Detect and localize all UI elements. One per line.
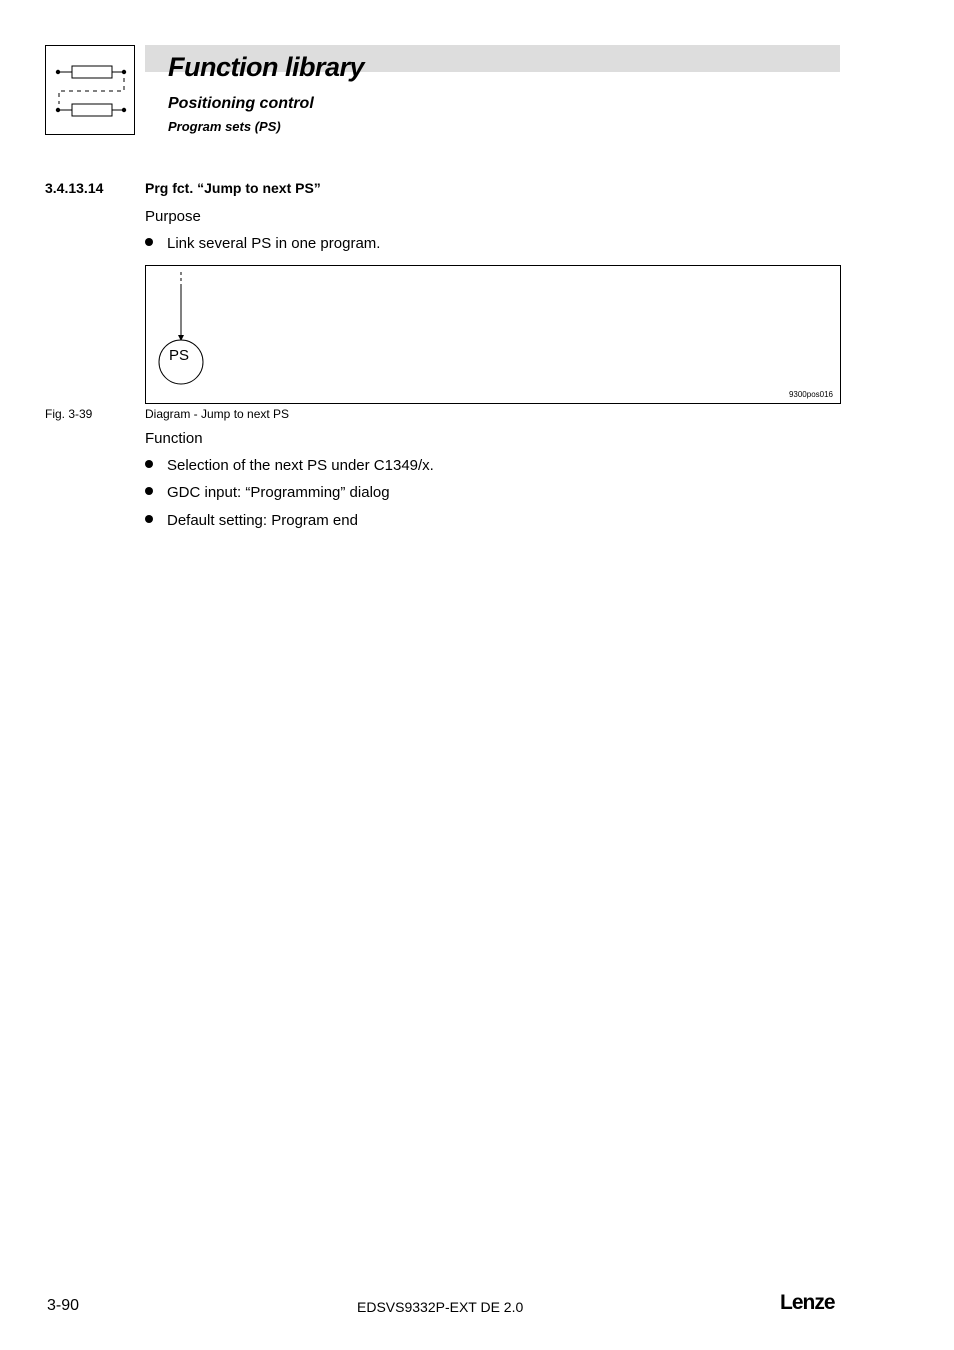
list-item (145, 235, 380, 252)
bullet-text: Default setting: Program end (167, 512, 358, 529)
bullet-icon (145, 487, 153, 495)
figure-code: 9300pos016 (788, 390, 833, 399)
function-block-icon (46, 46, 136, 136)
chapter-icon (45, 45, 135, 135)
diagram-figure (145, 265, 841, 404)
page-number: 3-90 (47, 1297, 80, 1314)
jump-arrow-diagram (146, 266, 842, 405)
bullet-icon (145, 460, 153, 468)
function-label: Function (145, 430, 203, 447)
bullet-icon (145, 238, 153, 246)
bullet-text: Link several PS in one program. (167, 235, 381, 252)
figure-caption: Diagram - Jump to next PS (145, 407, 290, 421)
figure-number: Fig. 3-39 (45, 407, 93, 421)
purpose-label: Purpose (145, 208, 201, 225)
bullet-text: GDC input: “Programming” dialog (167, 484, 390, 501)
heading-text: Prg fct. “Jump to next PS” (145, 180, 321, 196)
brand-logo: Lenze (780, 1291, 835, 1314)
chapter-title: Function library (168, 52, 365, 82)
list-item (145, 512, 358, 529)
subsection-title: Program sets (PS) (168, 119, 281, 134)
list-item (145, 457, 434, 474)
section-title: Positioning control (168, 95, 314, 112)
list-item (145, 484, 390, 501)
bullet-text: Selection of the next PS under C1349/x. (167, 457, 434, 474)
heading-number: 3.4.13.14 (45, 180, 104, 196)
bullet-icon (145, 515, 153, 523)
ps-node-label: PS (169, 347, 190, 364)
document-id: EDSVS9332P-EXT DE 2.0 (357, 1299, 524, 1315)
